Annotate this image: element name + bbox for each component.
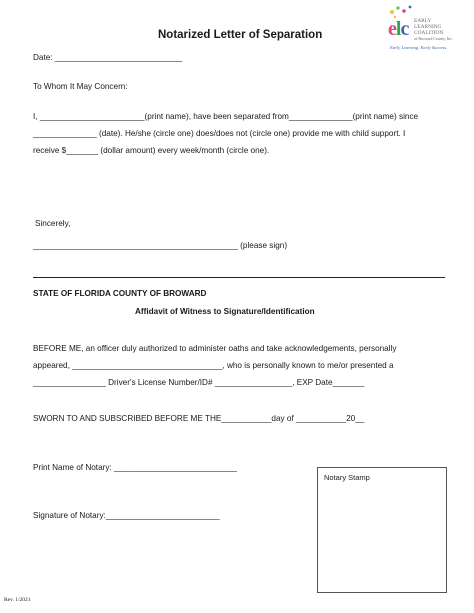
logo-tagline: Early Learning. Early Success. (390, 45, 448, 50)
body-line-3: receive $_______ (dollar amount) every week/month (circle one). (33, 146, 270, 155)
signature-line: _____________________________________________ (please sign) (33, 241, 288, 250)
closing: Sincerely, (35, 219, 71, 228)
revision-label: Rev. 1/2021 (4, 597, 31, 603)
affidavit-line-2: appeared, _________________________________, who is personally known to me/or presented a (33, 361, 394, 370)
notary-stamp-label: Notary Stamp (324, 473, 370, 482)
sworn-line: SWORN TO AND SUBSCRIBED BEFORE ME THE___________day of ___________20__ (33, 414, 365, 423)
notary-signature-line: Signature of Notary:_________________________ (33, 511, 220, 520)
logo-line-3: COALITION (414, 29, 444, 36)
notary-print-name-line: Print Name of Notary: ___________________________ (33, 463, 237, 472)
elc-logo (386, 4, 474, 54)
section-divider (33, 277, 445, 278)
affidavit-line-3: ________________ Driver's License Number/ID# _________________, EXP Date_______ (33, 378, 365, 387)
body-line-1: I, _______________________(print name), have been separated from______________(print name) since (33, 112, 419, 121)
notary-stamp-box (317, 467, 447, 593)
state-heading: STATE OF FLORIDA COUNTY OF BROWARD (33, 289, 207, 298)
affidavit-line-1: BEFORE ME, an officer duly authorized to administer oaths and take acknowledgements, personally (33, 344, 397, 353)
page-title: Notarized Letter of Separation (158, 29, 323, 41)
affidavit-heading: Affidavit of Witness to Signature/Identification (135, 307, 315, 316)
logo-line-4: of Broward County, Inc. (414, 36, 453, 42)
logo-line-1: EARLY (414, 18, 432, 24)
body-line-2: ______________ (date). He/she (circle one) does/does not (circle one) provide me with child support. I (33, 129, 406, 138)
salutation: To Whom It May Concern: (33, 82, 128, 91)
logo-mark: elc (388, 18, 409, 40)
logo-line-2: LEARNING (414, 23, 442, 30)
date-line: Date: ____________________________ (33, 53, 183, 62)
